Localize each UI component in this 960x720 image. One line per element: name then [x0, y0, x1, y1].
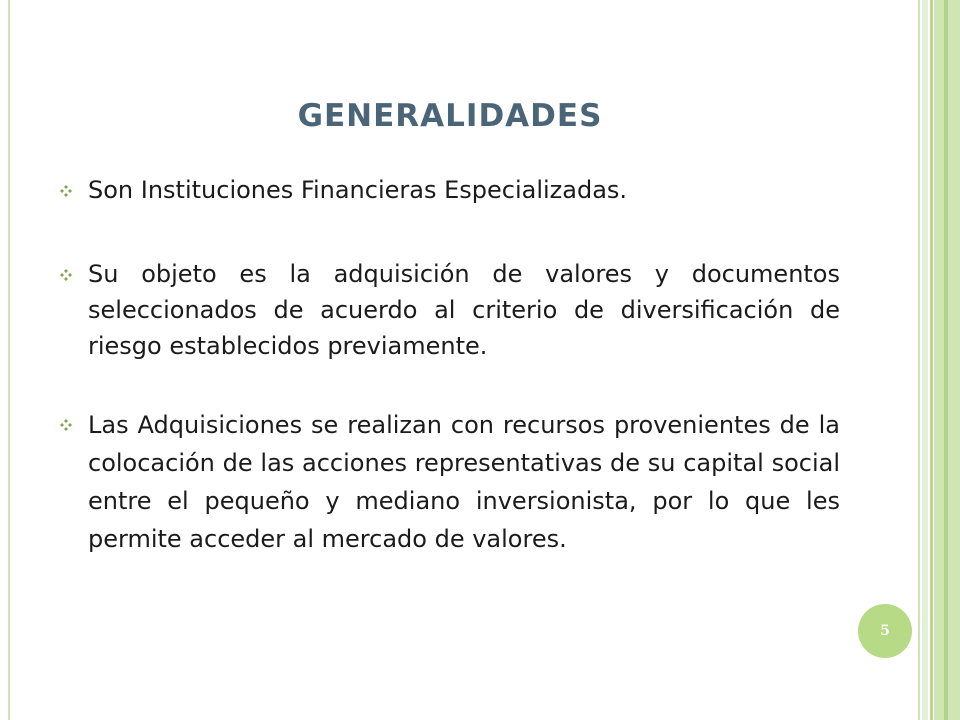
bullet-list — [60, 172, 840, 558]
bullet-item — [60, 256, 840, 364]
side-decoration-band — [944, 0, 948, 720]
page-number-badge — [858, 604, 912, 658]
side-decoration-band — [930, 0, 933, 720]
four-diamond-bullet-icon — [60, 269, 72, 281]
side-decoration-band — [922, 0, 928, 720]
bullet-text: Su objeto es la adquisición de valores y documentos seleccionados de acuerdo al criterio de diversificación de riesgo establecidos previamente. — [88, 260, 840, 360]
page-number: 5 — [880, 623, 890, 639]
bullet-text: Las Adquisiciones se realizan con recursos provenientes de la colocación de las acciones representativas de su capital social entre el pequeño y mediano inversionista, por lo que les permite acceder al mercado de valores. — [88, 411, 840, 553]
slide-title: GENERALIDADES — [297, 98, 603, 134]
four-diamond-bullet-icon — [60, 419, 72, 431]
four-diamond-bullet-icon — [60, 185, 72, 197]
bullet-item — [60, 172, 840, 208]
bullet-item — [60, 406, 840, 558]
bullet-text: Son Instituciones Financieras Especializadas. — [88, 176, 628, 204]
